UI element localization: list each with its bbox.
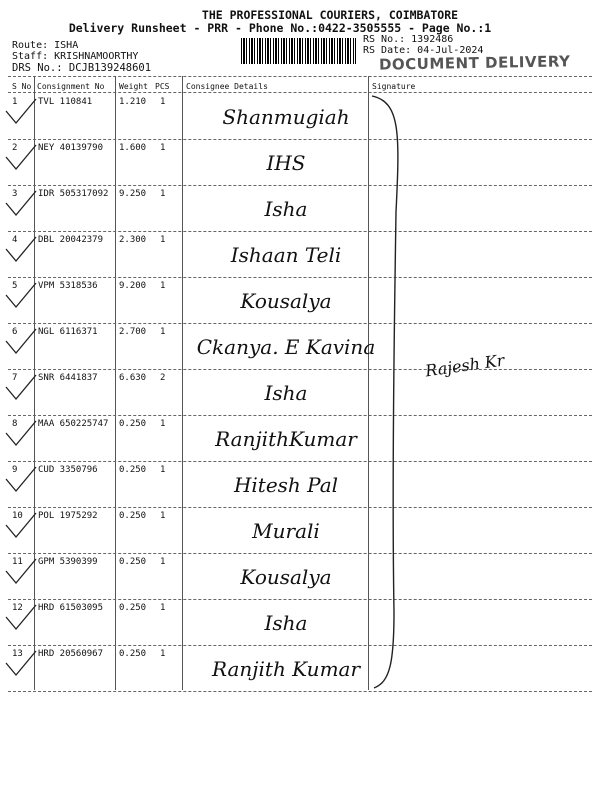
row-consignee: Kousalya — [240, 289, 332, 313]
row-consignment: POL 1975292 — [38, 511, 98, 521]
row-consignment: HRD 61503095 — [38, 603, 104, 613]
signature: Rajesh Kr — [424, 350, 506, 381]
row-weight: 2.700 — [119, 327, 147, 337]
row-sno: 1 — [12, 97, 18, 107]
row-pcs: 1 — [160, 603, 166, 613]
row-pcs: 1 — [160, 189, 166, 199]
row-sno: 7 — [12, 373, 18, 383]
row-consignee: Ckanya. E Kavina — [196, 335, 376, 359]
table-row — [0, 553, 600, 599]
row-consignee: Murali — [252, 519, 320, 543]
check-icon — [4, 235, 38, 265]
row-sno: 13 — [12, 649, 23, 659]
table-row — [0, 185, 600, 231]
row-consignee: Ranjith Kumar — [211, 657, 361, 681]
row-consignment: IDR 505317092 — [38, 189, 109, 199]
row-pcs: 1 — [160, 557, 166, 567]
row-sno: 2 — [12, 143, 18, 153]
table-row — [0, 415, 600, 461]
col-header-pcs: PCS — [155, 82, 170, 91]
check-icon — [4, 97, 38, 127]
rs-number: RS No.: 1392486 — [363, 34, 454, 45]
check-icon — [4, 143, 38, 173]
row-weight: 0.250 — [119, 649, 147, 659]
header-title: THE PROFESSIONAL COURIERS, COIMBATORE — [201, 8, 459, 22]
table-row — [0, 139, 600, 185]
row-consignment: GPM 5390399 — [38, 557, 98, 567]
row-pcs: 1 — [160, 143, 166, 153]
row-pcs: 1 — [160, 511, 166, 521]
row-consignee: Hitesh Pal — [233, 473, 339, 497]
row-sno: 12 — [12, 603, 23, 613]
row-consignment: VPM 5318536 — [38, 281, 98, 291]
row-consignee: IHS — [266, 151, 306, 175]
row-weight: 6.630 — [119, 373, 147, 383]
row-weight: 0.250 — [119, 419, 147, 429]
row-consignment: TVL 110841 — [38, 97, 93, 107]
row-weight: 9.250 — [119, 189, 147, 199]
col-header-weight: Weight — [119, 82, 148, 91]
row-weight: 0.250 — [119, 603, 147, 613]
check-icon — [4, 465, 38, 495]
col-header-sno: S No — [12, 82, 32, 91]
header-subtitle: Delivery Runsheet - PRR - Phone No.:0422-3505555 - Page No.:1 — [68, 21, 492, 35]
row-pcs: 1 — [160, 235, 166, 245]
row-weight: 0.250 — [119, 465, 147, 475]
row-weight: 1.600 — [119, 143, 147, 153]
row-consignee: Ishaan Teli — [230, 243, 342, 267]
row-pcs: 1 — [160, 97, 166, 107]
row-consignment: SNR 6441837 — [38, 373, 98, 383]
row-sno: 5 — [12, 281, 18, 291]
row-consignment: NEY 40139790 — [38, 143, 104, 153]
row-pcs: 2 — [160, 373, 166, 383]
row-weight: 0.250 — [119, 511, 147, 521]
row-consignee: RanjithKumar — [215, 427, 357, 451]
row-consignee: Shanmugiah — [222, 105, 350, 129]
check-icon — [4, 327, 38, 357]
staff-label: Staff: KRISHNAMOORTHY — [12, 51, 139, 62]
row-consignee: Isha — [264, 381, 308, 405]
row-weight: 0.250 — [119, 557, 147, 567]
row-pcs: 1 — [160, 649, 166, 659]
check-icon — [4, 373, 38, 403]
table-row — [0, 323, 600, 369]
col-header-signature: Signature — [372, 82, 416, 91]
row-sno: 10 — [12, 511, 23, 521]
row-consignee: Kousalya — [240, 565, 332, 589]
check-icon — [4, 281, 38, 311]
check-icon — [4, 419, 38, 449]
row-sno: 6 — [12, 327, 18, 337]
row-sno: 3 — [12, 189, 18, 199]
row-pcs: 1 — [160, 465, 166, 475]
row-divider — [8, 691, 592, 692]
row-consignment: HRD 20560967 — [38, 649, 104, 659]
row-sno: 11 — [12, 557, 23, 567]
rs-date: RS Date: 04-Jul-2024 — [363, 45, 484, 56]
table-row — [0, 93, 600, 139]
table-row — [0, 645, 600, 691]
row-sno: 9 — [12, 465, 18, 475]
drs-number: DRS No.: DCJB139248601 — [12, 62, 152, 74]
col-header-consignment: Consignment No — [37, 82, 105, 91]
row-pcs: 1 — [160, 419, 166, 429]
table-row — [0, 461, 600, 507]
row-consignee: Isha — [264, 197, 308, 221]
barcode — [241, 38, 356, 64]
row-consignment: DBL 20042379 — [38, 235, 104, 245]
table-row — [0, 277, 600, 323]
document-delivery-stamp: DOCUMENT DELIVERY — [378, 52, 571, 74]
row-pcs: 1 — [160, 327, 166, 337]
row-pcs: 1 — [160, 281, 166, 291]
table-row — [0, 507, 600, 553]
row-consignment: MAA 650225747 — [38, 419, 109, 429]
check-icon — [4, 189, 38, 219]
row-consignee: Isha — [264, 611, 308, 635]
row-weight: 9.200 — [119, 281, 147, 291]
row-sno: 8 — [12, 419, 18, 429]
col-header-consignee: Consignee Details — [186, 82, 268, 91]
table-row — [0, 599, 600, 645]
header-top-divider — [8, 76, 592, 77]
row-sno: 4 — [12, 235, 18, 245]
table-row — [0, 231, 600, 277]
route-label: Route: ISHA — [12, 40, 79, 51]
signature-bracket — [370, 92, 410, 692]
row-consignment: CUD 3350796 — [38, 465, 98, 475]
row-weight: 1.210 — [119, 97, 147, 107]
row-consignment: NGL 6116371 — [38, 327, 98, 337]
table-row — [0, 369, 600, 415]
row-weight: 2.300 — [119, 235, 147, 245]
